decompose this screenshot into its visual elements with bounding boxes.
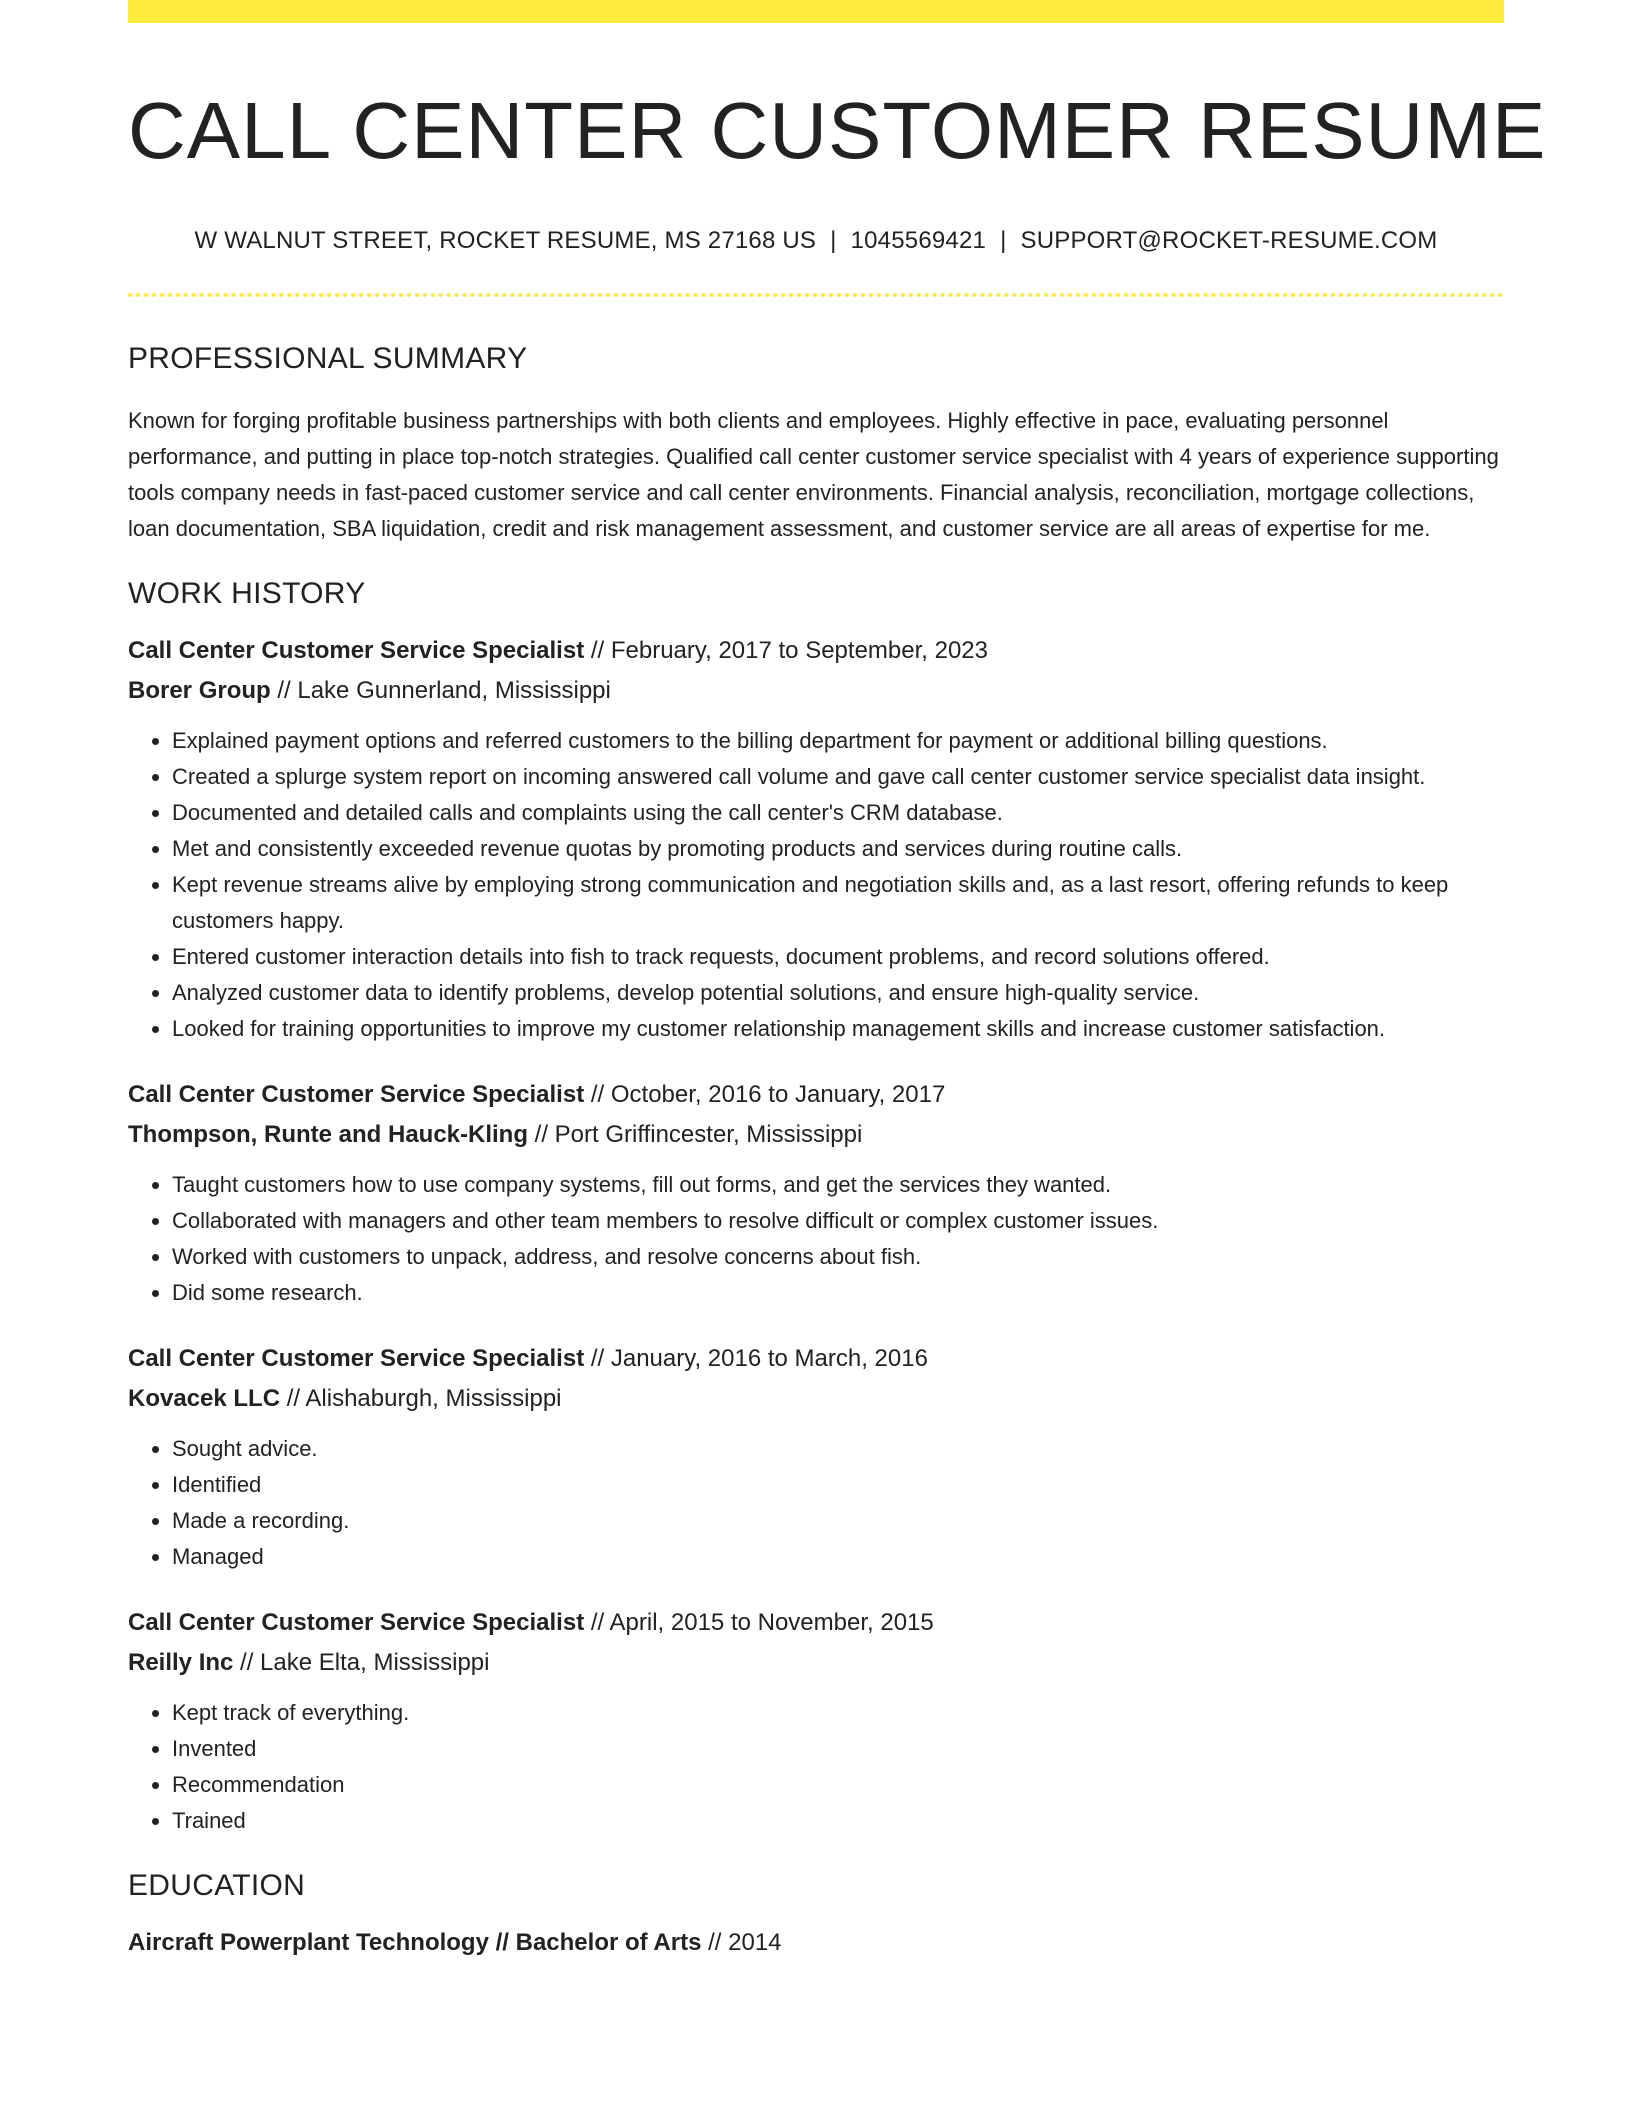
job-position: Call Center Customer Service Specialist (128, 1081, 585, 1108)
job-position: Call Center Customer Service Specialist (128, 1609, 585, 1636)
job-bullets (128, 1695, 1504, 1839)
job-bullet: • Did some research. (172, 1275, 1504, 1311)
contact-email: SUPPORT@ROCKET-RESUME.COM (1020, 227, 1438, 254)
job-bullet: • Entered customer interaction details into fish to track requests, document problems, and record solutions offered. (172, 939, 1504, 975)
job-entry (128, 631, 1504, 1047)
job-company: Kovacek LLC (128, 1385, 281, 1412)
job-bullet: • Worked with customers to unpack, address, and resolve concerns about fish. (172, 1239, 1504, 1275)
job-dates: // April, 2015 to November, 2015 (584, 1609, 934, 1636)
contact-phone: 1045569421 (850, 227, 987, 254)
contact-separator: | (830, 227, 837, 254)
job-bullet: • Explained payment options and referred customers to the billing department for payment or additional billing questions. (172, 723, 1504, 759)
job-position-line (128, 1603, 1504, 1643)
job-bullets (128, 1431, 1504, 1575)
job-position-line (128, 1339, 1504, 1379)
job-bullet: • Recommendation (172, 1767, 1504, 1803)
summary-text: Known for forging profitable business partnerships with both clients and employees. Highly effective in pace, evaluating personnel performance, and putting in place top-notch strategies. Qualified call center customer service specialist with 4 years of experience supporting tools company needs in fast-paced customer service and call center environments. Financial analysis, reconciliation, mortgage collections, loan documentation, SBA liquidation, credit and risk management assessment, and customer service are all areas of expertise for me. (128, 408, 1499, 541)
resume-title: CALL CENTER CUSTOMER RESUME (128, 86, 1547, 175)
work-history-heading: WORK HISTORY (128, 577, 366, 610)
job-bullet: • Kept revenue streams alive by employing strong communication and negotiation skills and, as a last resort, offering refunds to keep customers happy. (172, 867, 1504, 939)
job-entry (128, 1339, 1504, 1575)
job-position-line (128, 631, 1504, 671)
job-dates: // October, 2016 to January, 2017 (584, 1081, 946, 1108)
job-location: // Lake Elta, Mississippi (233, 1649, 490, 1676)
job-position: Call Center Customer Service Specialist (128, 637, 585, 664)
summary-heading: PROFESSIONAL SUMMARY (128, 342, 528, 375)
job-location: // Alishaburgh, Mississippi (280, 1385, 562, 1412)
job-dates: // February, 2017 to September, 2023 (584, 637, 988, 664)
job-bullet: • Kept track of everything. (172, 1695, 1504, 1731)
job-company-line (128, 671, 1504, 711)
job-bullet: • Looked for training opportunities to improve my customer relationship management skills and increase customer satisfaction. (172, 1011, 1504, 1047)
job-bullet: • Identified (172, 1467, 1504, 1503)
education-year: // 2014 (701, 1929, 782, 1956)
job-location: // Lake Gunnerland, Mississippi (270, 677, 611, 704)
job-bullet: • Documented and detailed calls and complaints using the call center's CRM database. (172, 795, 1504, 831)
job-position: Call Center Customer Service Specialist (128, 1345, 585, 1372)
top-accent-bar (128, 0, 1504, 23)
job-position-line (128, 1075, 1504, 1115)
resume-page (128, 0, 1547, 1963)
contact-line (128, 227, 1504, 255)
contact-address: W WALNUT STREET, ROCKET RESUME, MS 27168 US (194, 227, 817, 254)
job-bullet: • Collaborated with managers and other team members to resolve difficult or complex customer issues. (172, 1203, 1504, 1239)
job-bullet: • Sought advice. (172, 1431, 1504, 1467)
job-location: // Port Griffincester, Mississippi (528, 1121, 863, 1148)
job-bullet: • Trained (172, 1803, 1504, 1839)
job-bullet: • Made a recording. (172, 1503, 1504, 1539)
contact-separator: | (1000, 227, 1007, 254)
job-bullets (128, 1167, 1504, 1311)
job-company: Borer Group (128, 677, 271, 704)
job-company-line (128, 1379, 1504, 1419)
job-entry (128, 1603, 1504, 1839)
job-bullet: • Created a splurge system report on incoming answered call volume and gave call center customer service specialist data insight. (172, 759, 1504, 795)
job-bullet: • Analyzed customer data to identify problems, develop potential solutions, and ensure high-quality service. (172, 975, 1504, 1011)
job-bullet: • Managed (172, 1539, 1504, 1575)
job-bullet: • Taught customers how to use company systems, fill out forms, and get the services they wanted. (172, 1167, 1504, 1203)
dotted-divider (128, 293, 1504, 297)
job-bullet: • Met and consistently exceeded revenue quotas by promoting products and services during routine calls. (172, 831, 1504, 867)
job-dates: // January, 2016 to March, 2016 (584, 1345, 928, 1372)
job-company: Reilly Inc (128, 1649, 234, 1676)
education-field: Aircraft Powerplant Technology // Bachelor of Arts (128, 1929, 702, 1956)
education-entry (128, 1923, 1504, 1963)
job-company-line (128, 1643, 1504, 1683)
job-bullet: • Invented (172, 1731, 1504, 1767)
job-company-line (128, 1115, 1504, 1155)
job-entry (128, 1075, 1504, 1311)
job-company: Thompson, Runte and Hauck-Kling (128, 1121, 528, 1148)
education-heading: EDUCATION (128, 1869, 306, 1902)
job-bullets (128, 723, 1504, 1047)
